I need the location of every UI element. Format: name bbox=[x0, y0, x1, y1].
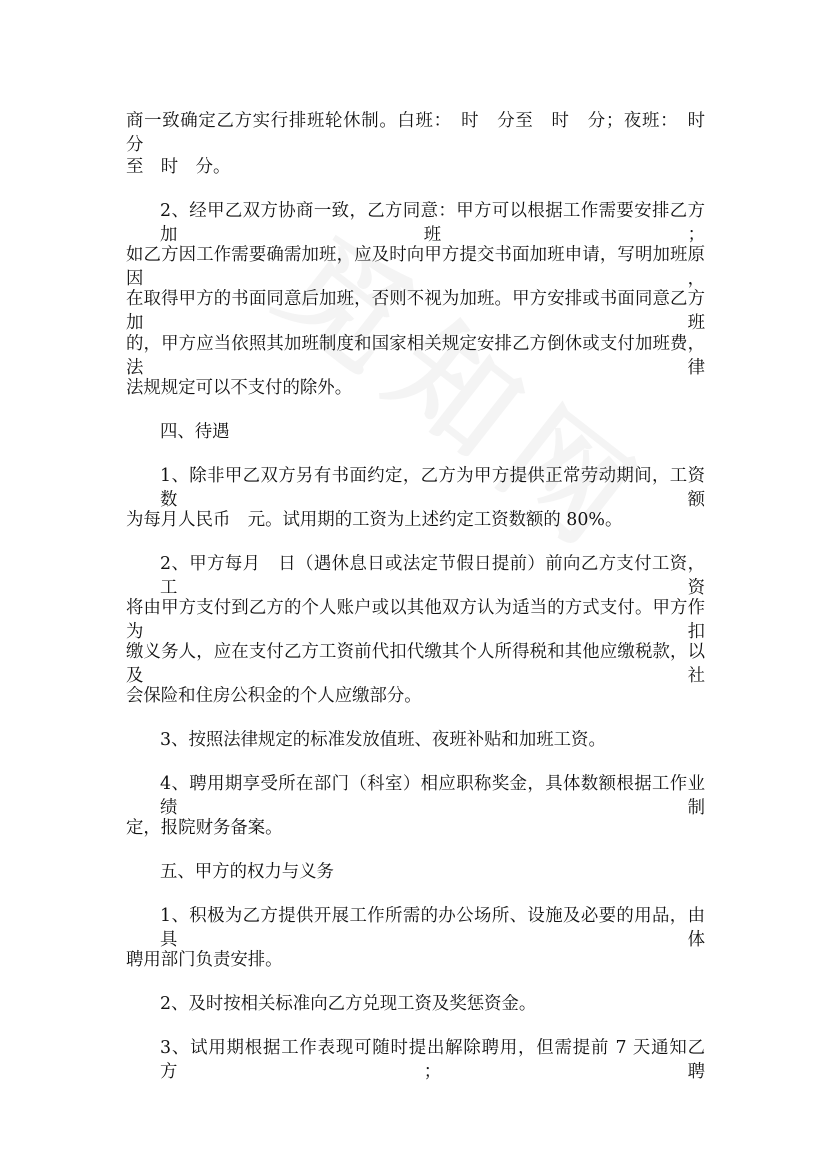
section-heading: 五、甲方的权力与义务 bbox=[160, 862, 334, 882]
text-line: 如乙方因工作需要确需加班，应及时向甲方提交书面加班申请，写明加班原因， bbox=[126, 245, 705, 289]
text-line: 为每月人民币 元。试用期的工资为上述约定工资数额的 80%。 bbox=[126, 510, 623, 530]
text-line: 4、聘用期享受所在部门（科室）相应职称奖金，具体数额根据工作业绩制 bbox=[160, 774, 705, 818]
text-line: 3、按照法律规定的标准发放值班、夜班补贴和加班工资。 bbox=[160, 730, 606, 750]
text-line: 会保险和住房公积金的个人应缴部分。 bbox=[126, 686, 422, 706]
text-line: 在取得甲方的书面同意后加班，否则不视为加班。甲方安排或书面同意乙方加班 bbox=[126, 289, 705, 333]
text-line: 至 时 分。 bbox=[126, 157, 231, 177]
text-line: 1、积极为乙方提供开展工作所需的办公场所、设施及必要的用品，由具体 bbox=[160, 906, 705, 950]
text-line: 缴义务人，应在支付乙方工资前代扣代缴其个人所得税和其他应缴税款，以及社 bbox=[126, 642, 705, 686]
text-line: 聘用部门负责安排。 bbox=[126, 950, 283, 970]
text-line: 法规规定可以不支付的除外。 bbox=[126, 378, 353, 398]
text-line: 2、经甲乙双方协商一致，乙方同意：甲方可以根据工作需要安排乙方加班； bbox=[160, 201, 705, 245]
text-line: 3、试用期根据工作表现可随时提出解除聘用，但需提前 7 天通知乙方；聘 bbox=[160, 1038, 705, 1082]
text-line: 将由甲方支付到乙方的个人账户或以其他双方认为适当的方式支付。甲方作为扣 bbox=[126, 598, 705, 642]
section-heading: 四、待遇 bbox=[160, 422, 230, 442]
text-line: 1、除非甲乙双方另有书面约定，乙方为甲方提供正常劳动期间，工资数额 bbox=[160, 466, 705, 510]
text-line: 2、及时按相关标准向乙方兑现工资及奖惩资金。 bbox=[160, 994, 537, 1014]
text-line: 定，报院财务备案。 bbox=[126, 818, 283, 838]
text-line: 的，甲方应当依照其加班制度和国家相关规定安排乙方倒休或支付加班费，法律 bbox=[126, 334, 705, 378]
text-line: 2、甲方每月 日（遇休息日或法定节假日提前）前向乙方支付工资，工资 bbox=[160, 554, 705, 598]
text-line: 商一致确定乙方实行排班轮休制。白班： 时 分至 时 分；夜班： 时 分 bbox=[126, 111, 723, 155]
